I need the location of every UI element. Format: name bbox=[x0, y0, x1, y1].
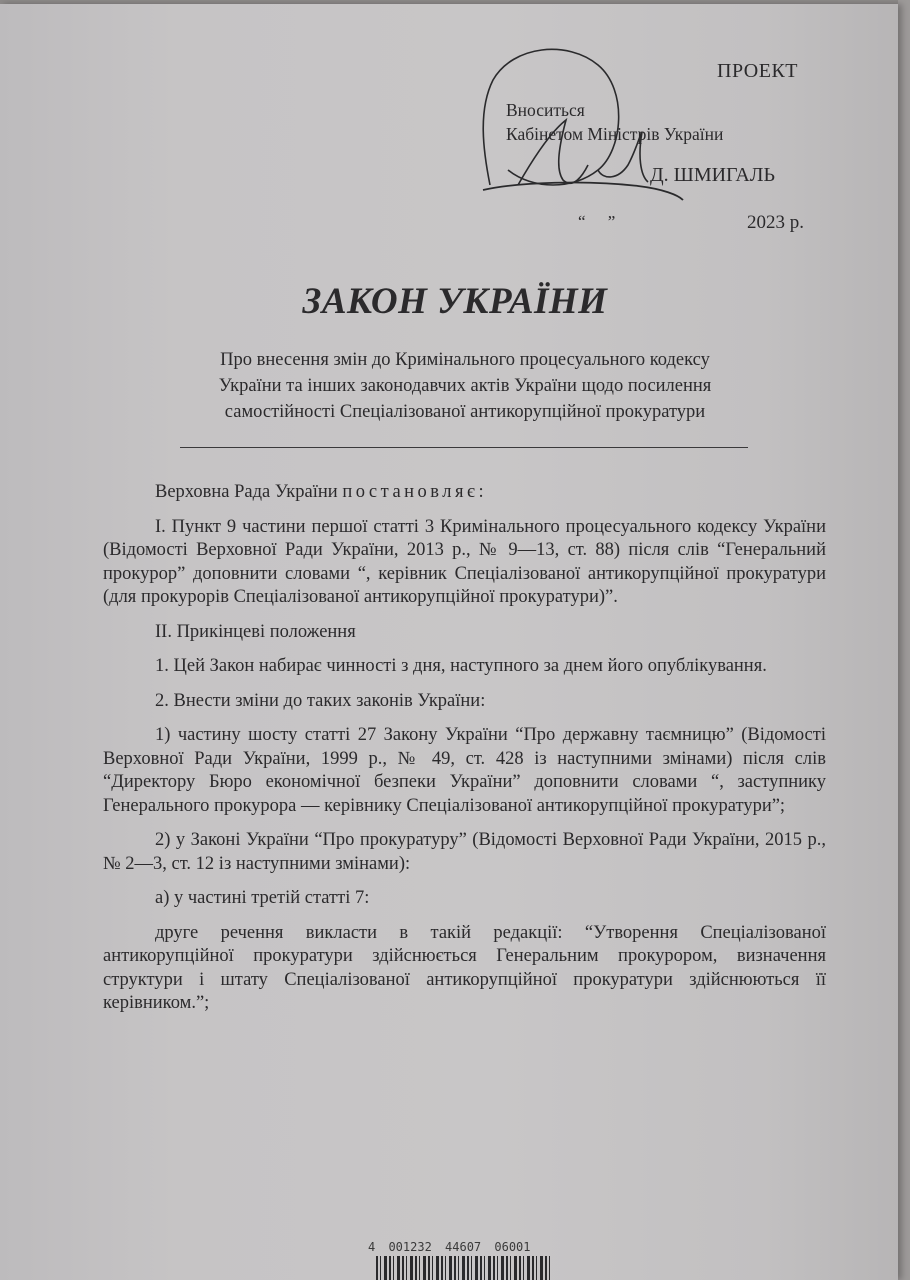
preamble-lead: Верховна Рада України bbox=[155, 482, 343, 502]
item-2: 2. Внести зміни до таких законів України: bbox=[155, 690, 486, 711]
section-2-heading: II. Прикінцеві положення bbox=[155, 621, 356, 642]
draft-label: ПРОЕКТ bbox=[717, 60, 799, 82]
signer-name: Д. ШМИГАЛЬ bbox=[650, 164, 775, 186]
submitted-by-line2: Кабінетом Міністрів України bbox=[506, 124, 724, 144]
item-2-2: 2) у Законі України “Про прокуратуру” (Відомості Верховної Ради України, 2015 р., № 2—3, ст. 12 із наступними змінами): bbox=[103, 830, 826, 874]
document-subtitle bbox=[150, 347, 780, 425]
barcode-icon bbox=[376, 1256, 550, 1280]
preamble-decree: постановляє: bbox=[342, 482, 488, 502]
item-1: 1. Цей Закон набирає чинності з дня, наступного за днем його опублікування. bbox=[155, 656, 767, 676]
background-edge bbox=[898, 0, 910, 1280]
date-placeholder: “ ” bbox=[578, 212, 616, 231]
document-body bbox=[103, 481, 826, 1027]
document-title: ЗАКОН УКРАЇНИ bbox=[302, 281, 608, 322]
subtitle-line: самостійності Спеціалізованої антикорупційної прокуратури bbox=[224, 402, 706, 422]
subtitle-line: Про внесення змін до Кримінального процесуального кодексу bbox=[220, 350, 710, 370]
preamble bbox=[103, 481, 826, 505]
subtitle-line: України та інших законодавчих актів України щодо посилення bbox=[218, 376, 712, 396]
date-year: 2023 р. bbox=[747, 212, 804, 233]
item-2-2-a: а) у частині третій статті 7: bbox=[155, 888, 370, 908]
title-divider bbox=[180, 447, 748, 448]
barcode-number: 4 001232 44607 06001 bbox=[368, 1240, 531, 1254]
section-1: I. Пункт 9 частини першої статті 3 Кримінального процесуального кодексу України (Відомості Верховної Ради України, 2013 р., № 9—13, ст. 88) після слів “Генеральний прокурор” доповнити словами “, керівник Спеціалізованої антикорупційної прокуратури (для прокурорів Спеціалізованої антикорупційної прокуратури)”. bbox=[103, 516, 826, 607]
submitted-by-line1: Вноситься bbox=[506, 100, 585, 120]
item-2-2-a-text: друге речення викласти в такій редакції: “Утворення Спеціалізованої антикорупційної прокуратури здійснюється Генеральним прокурором, визначення структури і штату Спеціалізованої антикорупційної прокуратури здійснюються її керівником.”; bbox=[103, 922, 826, 1013]
item-2-1: 1) частину шосту статті 27 Закону України “Про державну таємницю” (Відомості Верховної Ради України, 1999 р., № 49, ст. 428 із наступними змінами) після слів “Директору Бюро економічної безпеки України” доповнити словами “, заступнику Генерального прокурора — керівнику Спеціалізованої антикорупційної прокуратури”; bbox=[103, 725, 826, 816]
